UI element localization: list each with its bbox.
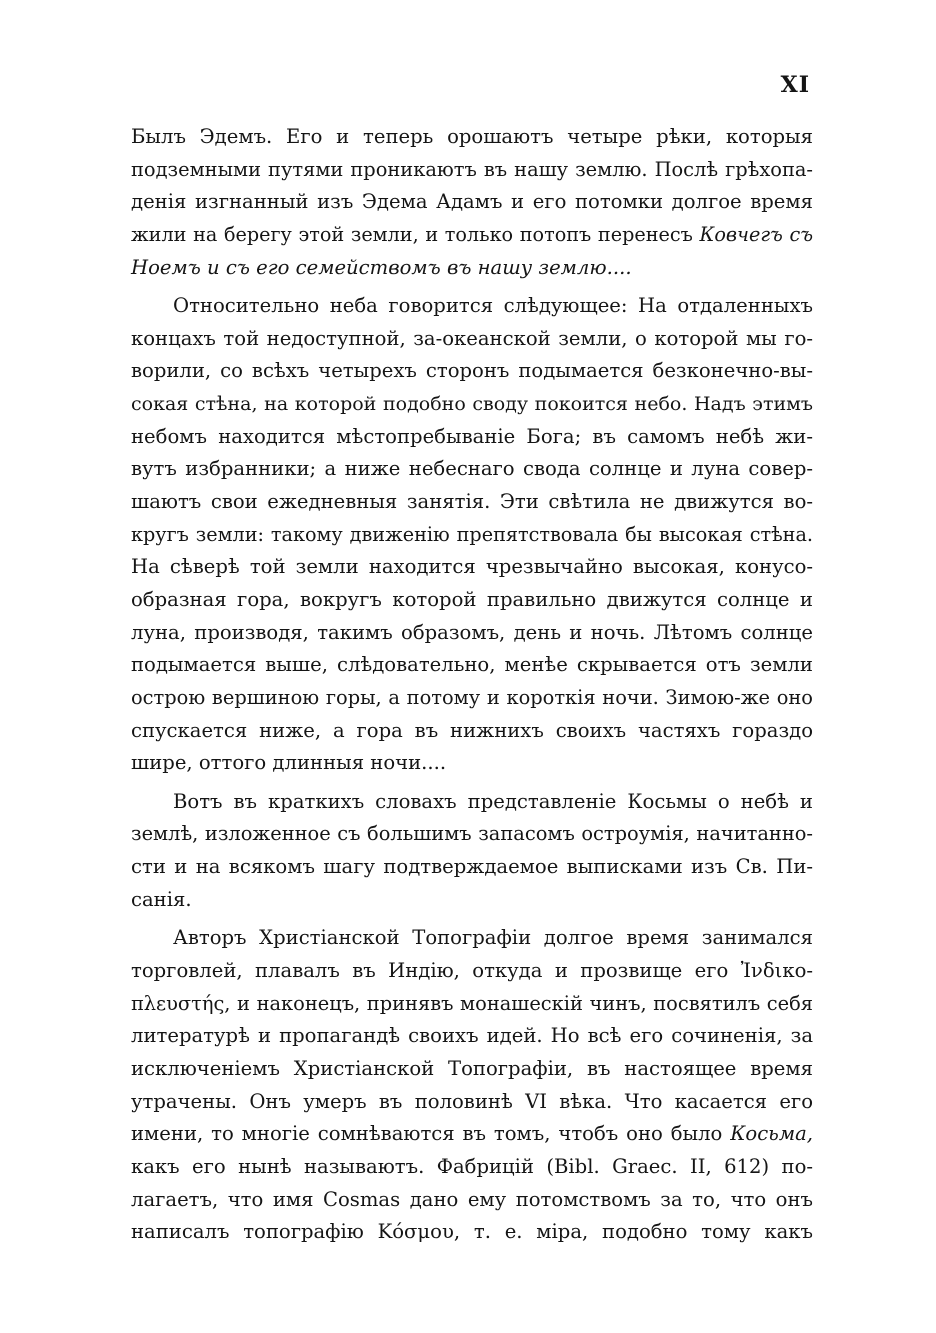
text-line: Авторъ Христіанской Топографіи долгое время занимался: [173, 926, 813, 950]
text-line: Вотъ въ краткихъ словахъ представленіе Косьмы о небѣ и: [173, 789, 813, 813]
paragraph-eden: [131, 121, 813, 284]
text-line: На сѣверѣ той земли находится чрезвычайно высокая, конусо-: [131, 555, 813, 579]
text-line: кругъ земли: такому движенію препятствовала бы высокая стѣна.: [131, 522, 813, 546]
text-line: санія.: [131, 887, 192, 911]
text-line: концахъ той недоступной, за-океанской земли, о которой мы го-: [131, 326, 813, 350]
text-line: образная гора, вокругъ которой правильно движутся солнце и: [131, 587, 813, 611]
text-line: утрачены. Онъ умеръ въ половинѣ VI вѣка. Что касается его: [131, 1089, 813, 1113]
text-line: подземными путями проникаютъ въ нашу землю. Послѣ грѣхопа-: [131, 157, 813, 181]
text-line: πλευστής, и наконецъ, принявъ монашескій чинъ, посвятилъ себя: [131, 991, 813, 1015]
page-number: XI: [780, 72, 810, 98]
text-line: какъ его нынѣ называютъ. Фабрицій (Bibl. Graec. II, 612) по-: [131, 1154, 813, 1178]
text-line: шаютъ свои ежедневныя занятія. Эти свѣтила не движутся во-: [131, 490, 813, 514]
paragraph-heaven: [131, 290, 813, 780]
text-line: торговлей, плавалъ въ Индію, откуда и прозвище его Ἰνδικο-: [131, 959, 813, 983]
text-line: луна, производя, такимъ образомъ, день и ночь. Лѣтомъ солнце: [131, 620, 813, 644]
text-line: лагаетъ, что имя Cosmas дано ему потомствомъ за то, что онъ: [131, 1187, 813, 1211]
italic-text: Ковчегъ съ: [699, 222, 814, 246]
text-line: подымается выше, слѣдовательно, менѣе скрывается отъ земли: [131, 653, 813, 677]
text-line: денія изгнанный изъ Эдема Адамъ и его потомки долгое время: [131, 190, 813, 214]
text-line: спускается ниже, а гора въ нижнихъ своихъ частяхъ гораздо: [131, 718, 813, 742]
text-line: вутъ избранники; а ниже небеснаго свода солнце и луна совер-: [131, 457, 813, 481]
text-line: жили на берегу этой земли, и только потопъ перенесъ Ковчегъ съ: [131, 222, 814, 246]
text-line: Ноемъ и съ его семействомъ въ нашу землю....: [131, 255, 632, 279]
text-line: землѣ, изложенное съ большимъ запасомъ остроумія, начитанно-: [131, 822, 813, 846]
text-line: острою вершиною горы, а потому и короткія ночи. Зимою-же оно: [131, 685, 813, 709]
text-line: Относительно неба говорится слѣдующее: На отдаленныхъ: [173, 294, 813, 318]
text-line: небомъ находится мѣстопребываніе Бога; въ самомъ небѣ жи-: [131, 424, 813, 448]
paragraph-author: [131, 922, 813, 1248]
text-line: ворили, со всѣхъ четырехъ сторонъ подымается безконечно-вы-: [131, 359, 813, 383]
text-line: шире, оттого длинныя ночи....: [131, 751, 447, 775]
text-line: литературѣ и пропагандѣ своихъ идей. Но всѣ его сочиненія, за: [131, 1024, 813, 1048]
text-line: исключеніемъ Христіанской Топографіи, въ настоящее время: [131, 1056, 813, 1080]
paragraph-summary: [131, 786, 813, 917]
text-line: имени, то многіе сомнѣваются въ томъ, чтобъ оно было Косьма,: [131, 1122, 813, 1146]
text-line: Былъ Эдемъ. Его и теперь орошаютъ четыре рѣки, которыя: [131, 125, 813, 148]
text-line: сокая стѣна, на которой подобно своду покоится небо. Надъ этимъ: [131, 393, 813, 416]
text-line: написалъ топографію Κόσμου, т. е. міра, подобно тому какъ: [131, 1220, 813, 1244]
italic-text: Косьма,: [730, 1122, 813, 1146]
text-line: сти и на всякомъ шагу подтверждаемое выписками изъ Св. Пи-: [131, 855, 813, 879]
page-body: [131, 121, 813, 1249]
